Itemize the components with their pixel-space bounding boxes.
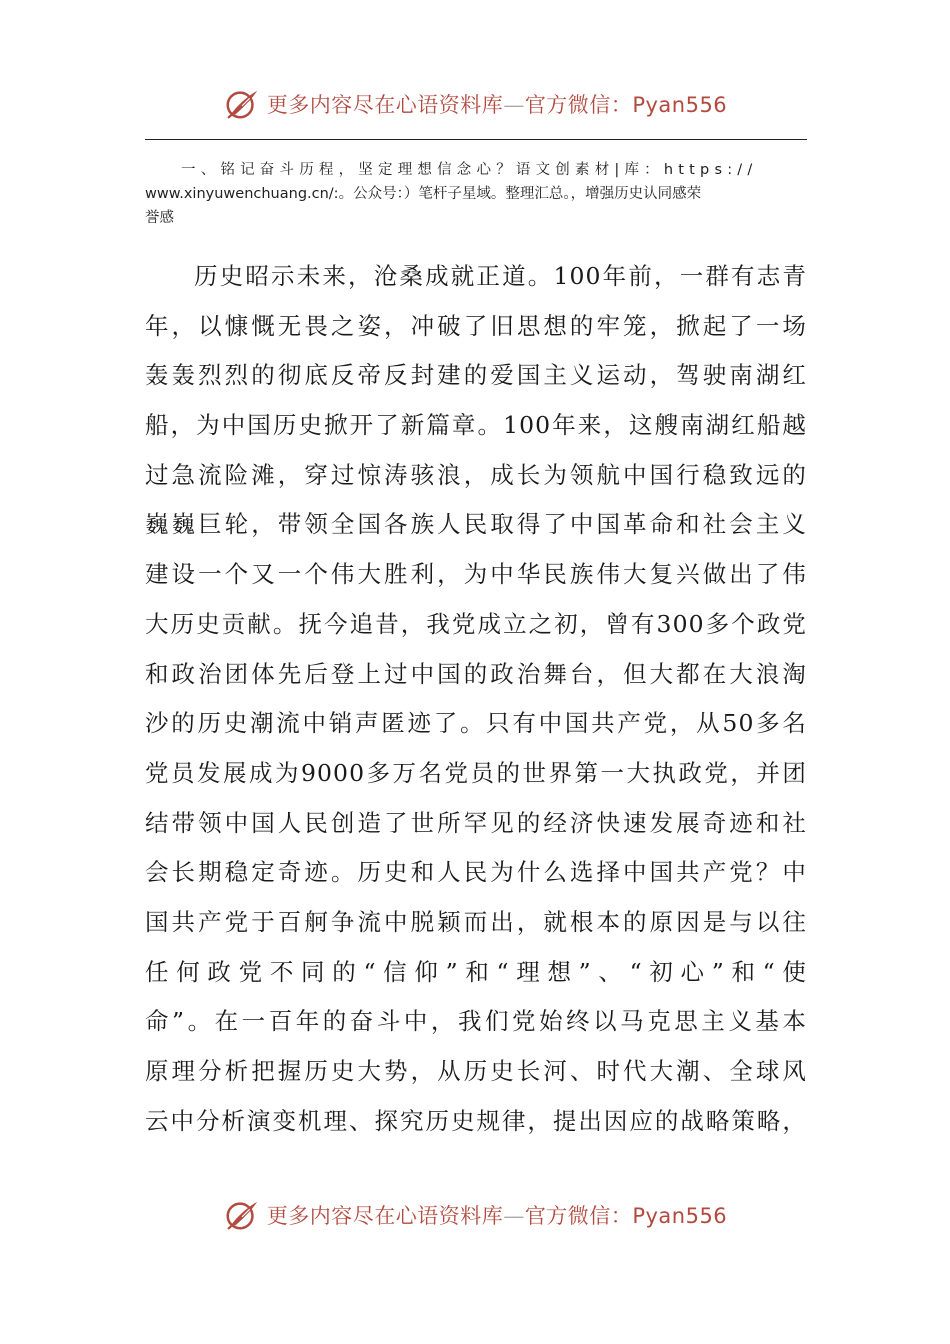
paragraph-line: 和政治团体先后登上过中国的政治舞台，但大都在大浪淘 <box>145 659 807 688</box>
header-divider <box>145 139 807 140</box>
paragraph-line: 大历史贡献。抚今追昔，我党成立之初，曾有300多个政党 <box>145 609 807 638</box>
paragraph-line: 命”。在一百年的奋斗中，我们党始终以马克思主义基本 <box>145 1007 807 1036</box>
source-note-line-1: 一、铭记奋斗历程，坚定理想信念心？语文创素材|库：https:// <box>181 162 758 178</box>
paragraph-line: 轰轰烈烈的彻底反帝反封建的爱国主义运动，驾驶南湖红 <box>145 361 807 390</box>
banner-dash: — <box>503 93 525 117</box>
paragraph-line: 沙的历史潮流中销声匿迹了。只有中国共产党，从50多名 <box>145 709 807 738</box>
paragraph-line: 过急流险滩，穿过惊涛骇浪，成长为领航中国行稳致远的 <box>145 460 807 489</box>
banner-dash: — <box>503 1204 525 1228</box>
banner-text <box>267 1200 727 1230</box>
banner-wechat-id: Pyan556 <box>632 93 728 117</box>
paragraph-line: 建设一个又一个伟大胜利，为中华民族伟大复兴做出了伟 <box>145 560 807 589</box>
paragraph-line: 巍巍巨轮，带领全国各族人民取得了中国革命和社会主义 <box>145 510 807 539</box>
source-note <box>145 158 807 230</box>
paragraph-line: 历史昭示未来，沧桑成就正道。100年前，一群有志青 <box>194 262 807 290</box>
header-banner <box>0 82 950 126</box>
paragraph-line: 年，以慷慨无畏之姿，冲破了旧思想的牢笼，掀起了一场 <box>145 311 807 340</box>
banner-site-name: 更多内容尽在心语资料库 <box>266 1204 504 1228</box>
main-paragraph <box>145 252 807 1146</box>
banner-text <box>267 89 727 119</box>
source-note-line-3: 誉感 <box>145 210 174 226</box>
banner-wechat-label: 官方微信： <box>524 93 633 117</box>
paragraph-line: 国共产党于百舸争流中脱颖而出，就根本的原因是与以往 <box>145 907 807 936</box>
paragraph-line: 原理分析把握历史大势，从历史长河、时代大潮、全球风 <box>145 1057 807 1085</box>
paragraph-line: 船，为中国历史掀开了新篇章。100年来，这艘南湖红船越 <box>145 411 807 440</box>
banner-site-name: 更多内容尽在心语资料库 <box>266 93 504 117</box>
paragraph-line: 任何政党不同的“信仰”和“理想”、“初心”和“使 <box>145 957 807 986</box>
quill-logo-icon <box>223 1196 261 1234</box>
paragraph-line: 云中分析演变机理、探究历史规律，提出因应的战略策略， <box>145 1106 807 1135</box>
quill-logo-icon <box>223 85 261 123</box>
paragraph-line: 党员发展成为9000多万名党员的世界第一大执政党，并团 <box>145 758 807 787</box>
banner-wechat-id: Pyan556 <box>632 1204 728 1228</box>
source-note-line-2: www.xinyuwenchuang.cn/:。公众号：）笔杆子星域。整理汇总。，增强历史认同感荣 <box>145 186 702 202</box>
paragraph-line: 结带领中国人民创造了世所罕见的经济快速发展奇迹和社 <box>145 808 807 837</box>
footer-banner <box>0 1193 950 1237</box>
banner-wechat-label: 官方微信： <box>524 1204 633 1228</box>
paragraph-line: 会长期稳定奇迹。历史和人民为什么选择中国共产党？中 <box>145 858 807 887</box>
